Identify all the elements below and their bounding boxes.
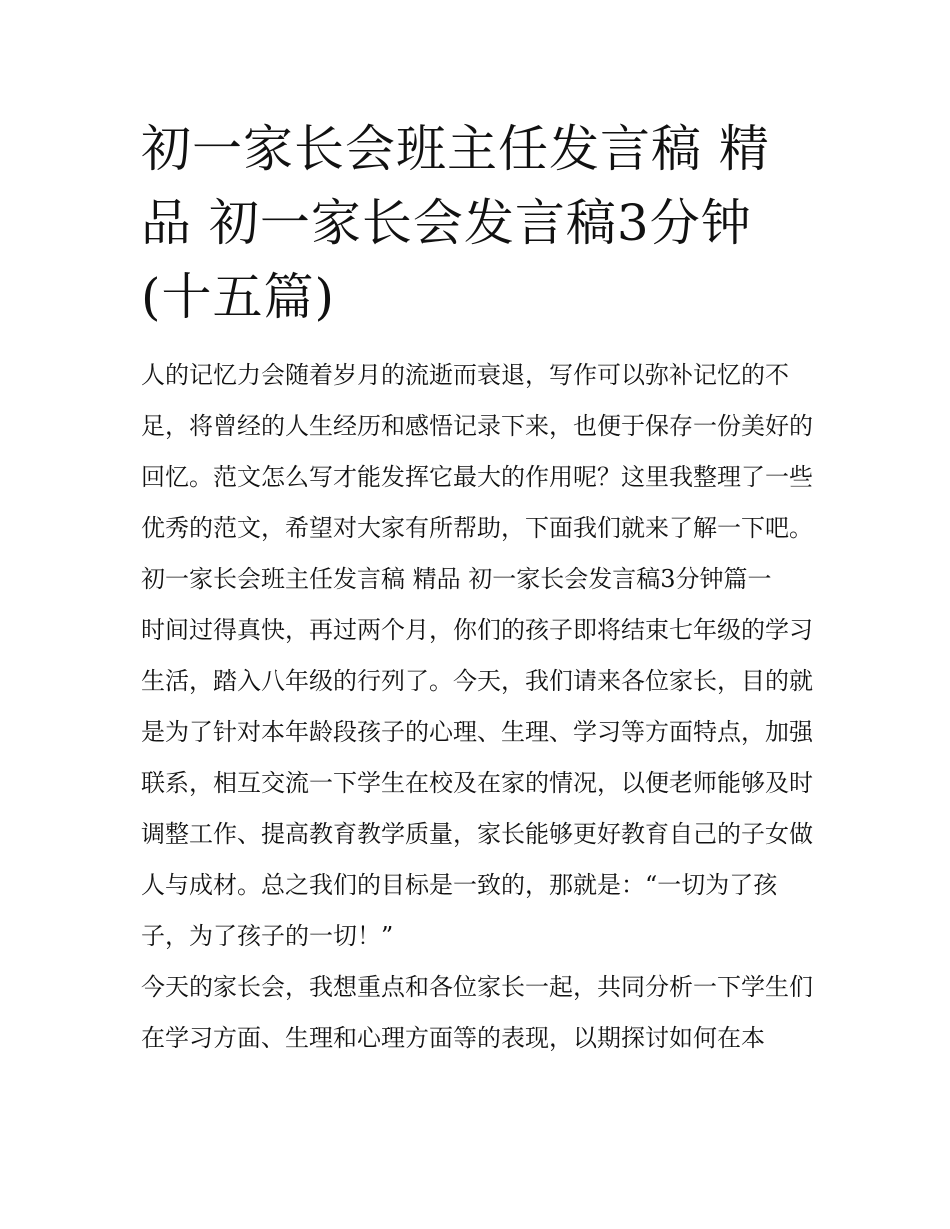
document-title: 初一家长会班主任发言稿 精品 初一家长会发言稿3分钟(十五篇) xyxy=(141,120,770,326)
body-paragraph-1: 时间过得真快，再过两个月，你们的孩子即将结束七年级的学习生活，踏入八年级的行列了。今天，我们请来各位家长，目的就是为了针对本年龄段孩子的心理、生理、学习等方面特点，加强联系，相互交流一下学生在校及在家的情况，以便老师能够及时调整工作、提高教育教学质量，家长能够更好教育自己的子女做人与成材。总之我们的目标是一致的，那就是：“一切为了孩子，为了孩子的一切！” xyxy=(141,616,813,950)
body-paragraph-2: 今天的家长会，我想重点和各位家长一起，共同分析一下学生们在学习方面、生理和心理方面等的表现，以期探讨如何在本 xyxy=(141,973,813,1052)
intro-paragraph: 人的记忆力会随着岁月的流逝而衰退，写作可以弥补记忆的不足，将曾经的人生经历和感悟记录下来，也便于保存一份美好的回忆。范文怎么写才能发挥它最大的作用呢？这里我整理了一些优秀的范文，希望对大家有所帮助，下面我们就来了解一下吧。 xyxy=(141,361,813,542)
section-heading: 初一家长会班主任发言稿 精品 初一家长会发言稿3分钟篇一 xyxy=(141,565,772,593)
document-page xyxy=(141,112,816,1064)
